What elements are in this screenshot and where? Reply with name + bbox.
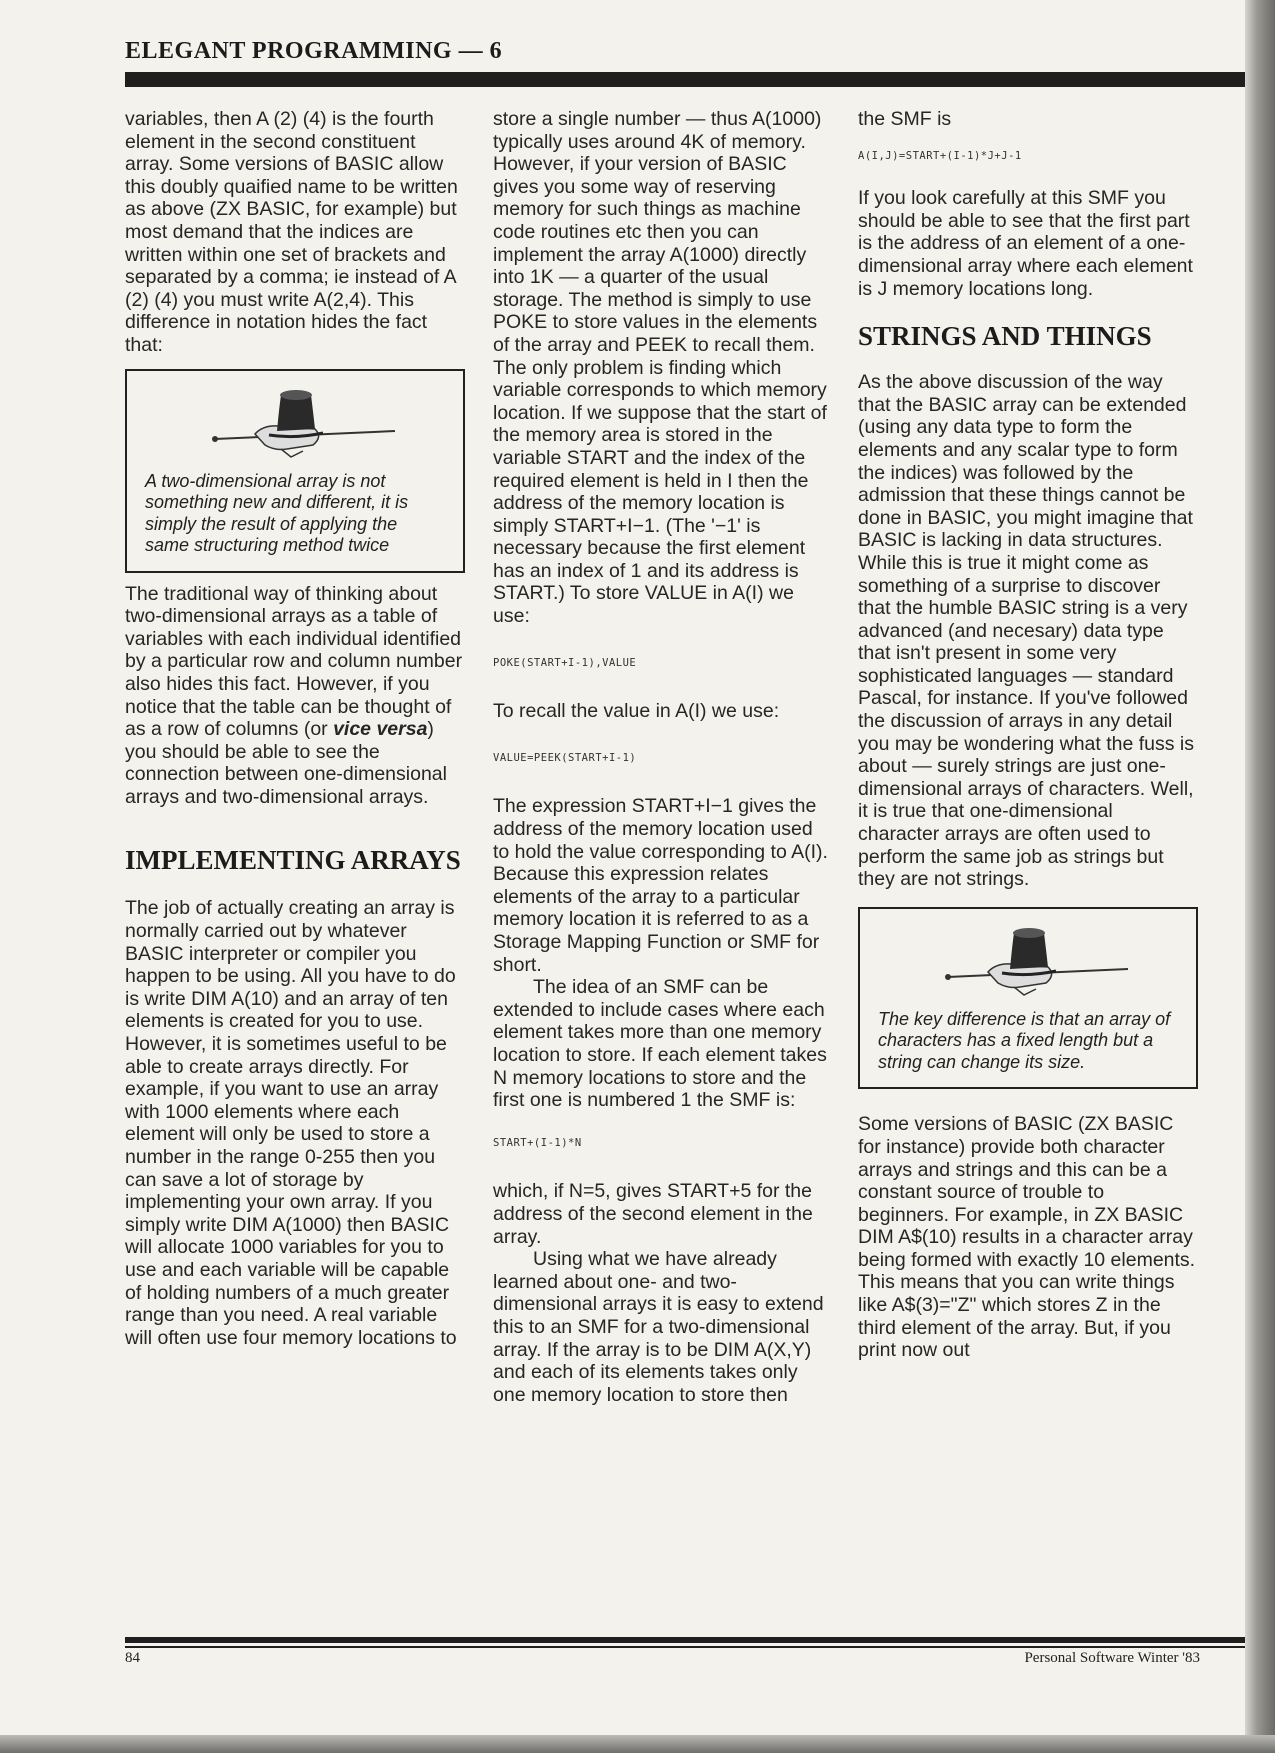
footer-publication: Personal Software Winter '83: [1024, 1650, 1200, 1666]
boxout-2: [858, 907, 1198, 1090]
code-smf-2d: A(I,J)=START+(I-1)*J+J-1: [858, 149, 1022, 162]
col3-paragraph-2: If you look carefully at this SMF you should be able to see that the first part is the address of an element of a one-dimensional array where each element is J memory locations long.: [858, 187, 1193, 300]
section-heading-strings-and-things: STRINGS AND THINGS: [858, 321, 1152, 352]
footer-rule: [125, 1637, 1245, 1643]
top-hat-hand-wand-icon: [928, 917, 1128, 999]
col2-paragraph-1: store a single number — thus A(1000) typically uses around 4K of memory. However, if your version of BASIC gives you some way of reserving memory for such things as machine code routines etc then you can implement the array A(1000) directly into 1K — a quarter of the usual storage. The method is simply to use POKE to store values in the elements of the array and PEEK to recall them. The only problem is finding which variable corresponds to which memory location. If we suppose that the start of the memory area is stored in the variable START and the index of the required element is held in I then the address of the memory location is simply START+I−1. (The '−1' is necessary because the first element has an index of 1 and its address is START.) To store VALUE in A(I) we use:: [493, 108, 827, 628]
col2-paragraph-5: which, if N=5, gives START+5 for the address of the second element in the array.: [493, 1180, 813, 1248]
boxout-1: [125, 369, 465, 573]
col1-paragraph-2: [125, 583, 465, 809]
column-3: [858, 108, 1198, 1362]
header-rule: [125, 72, 1245, 87]
page-number: 84: [125, 1650, 140, 1666]
page-edge-shadow: [1245, 0, 1275, 1753]
col1-paragraph-2-emphasis: vice versa: [333, 718, 428, 741]
col3-paragraph-4: Some versions of BASIC (ZX BASIC for instance) provide both character arrays and strings and this can be a constant source of trouble to beginners. For example, in ZX BASIC DIM A$(10) results in a character array being formed with exactly 10 elements. This means that you can write things like A$(3)="Z" which stores Z in the third element of the array. But, if you print now out: [858, 1113, 1196, 1362]
col1-paragraph-3: The job of actually creating an array is normally carried out by whatever BASIC interpreter or compiler you happen to be using. All you have to do is write DIM A(10) and an array of ten elements is created for you to use. However, it is sometimes useful to be able to create arrays directly. For example, if you want to use an array with 1000 elements where each element will only be used to store a number in the range 0-255 then you can save a lot of storage by implementing your own array. If you simply write DIM A(1000) then BASIC will allocate 1000 variables for you to use and each variable will be capable of holding numbers of a much greater range than you need. A real variable will often use four memory locations to: [125, 897, 457, 1349]
boxout-2-quote: The key difference is that an array of characters has a fixed length but a string can change its size.: [878, 1008, 1171, 1072]
col2-paragraph-6: Using what we have already learned about one- and two-dimensional arrays it is easy to extend this to an SMF for a two-dimensional array. If the array is to be DIM A(X,Y) and each of its elements takes only one memory location to store then: [493, 1248, 824, 1406]
page-header-title: ELEGANT PROGRAMMING — 6: [125, 38, 503, 64]
col3-paragraph-1: the SMF is: [858, 108, 952, 130]
column-1: [125, 108, 465, 1349]
column-2: [493, 108, 833, 1406]
col1-paragraph-1: variables, then A (2) (4) is the fourth element in the second constituent array. Some versions of BASIC allow this doubly quaified name to be written as above (ZX BASIC, for example) but most demand that the indices are written within one set of brackets and separated by a comma; ie instead of A (2) (4) you must write A(2,4). This difference in notation hides the fact that:: [125, 108, 458, 356]
col1-paragraph-2-a: The traditional way of thinking about two-dimensional arrays as a table of variables with each individual identified by a particular row and column number also hides this fact. However, if you notice that the table can be thought of as a row of columns (or: [125, 582, 463, 741]
col2-paragraph-2: To recall the value in A(I) we use:: [493, 700, 780, 723]
section-heading-implementing-arrays: IMPLEMENTING ARRAYS: [125, 845, 461, 876]
col3-paragraph-3: As the above discussion of the way that the BASIC array can be extended (using any data type to form the elements and any scalar type to form the indices) was followed by the admission that these things cannot be done in BASIC, you might imagine that BASIC is lacking in data structures. While this is true it might come as something of a surprise to discover that the humble BASIC string is a very advanced (and necesary) data type that isn't present in some very sophisticated languages — standard Pascal, for instance. If you've followed the discussion of arrays in any detail you may be wondering what the fuss is about — surely strings are just one-dimensional arrays of characters. Well, it is true that one-dimensional character arrays are often used to perform the same job as strings but they are not strings.: [858, 371, 1195, 891]
code-poke: POKE(START+I-1),VALUE: [493, 656, 637, 669]
col1-paragraph-2-b: ) you should be able to see the connection between one-dimensional arrays and two-dimensional arrays.: [125, 718, 447, 808]
col2-paragraph-3: The expression START+I−1 gives the address of the memory location used to hold the value corresponding to A(I). Because this expression relates elements of the array to a particular memory location it is referred to as a Storage Mapping Function or SMF for short.: [493, 795, 828, 976]
code-smf-n: START+(I-1)*N: [493, 1136, 582, 1149]
page-bottom-shadow: [0, 1735, 1275, 1753]
top-hat-hand-wand-icon: [195, 379, 395, 461]
code-peek: VALUE=PEEK(START+I-1): [493, 751, 637, 764]
boxout-1-quote: A two-dimensional array is not something new and different, it is simply the result of applying the same structuring method twice: [145, 470, 409, 556]
col2-paragraph-4: The idea of an SMF can be extended to include cases where each element takes more than one memory location to store. If each element takes N memory locations to store and the first one is numbered 1 the SMF is:: [493, 976, 827, 1112]
footer-rule-thin: [125, 1646, 1245, 1648]
